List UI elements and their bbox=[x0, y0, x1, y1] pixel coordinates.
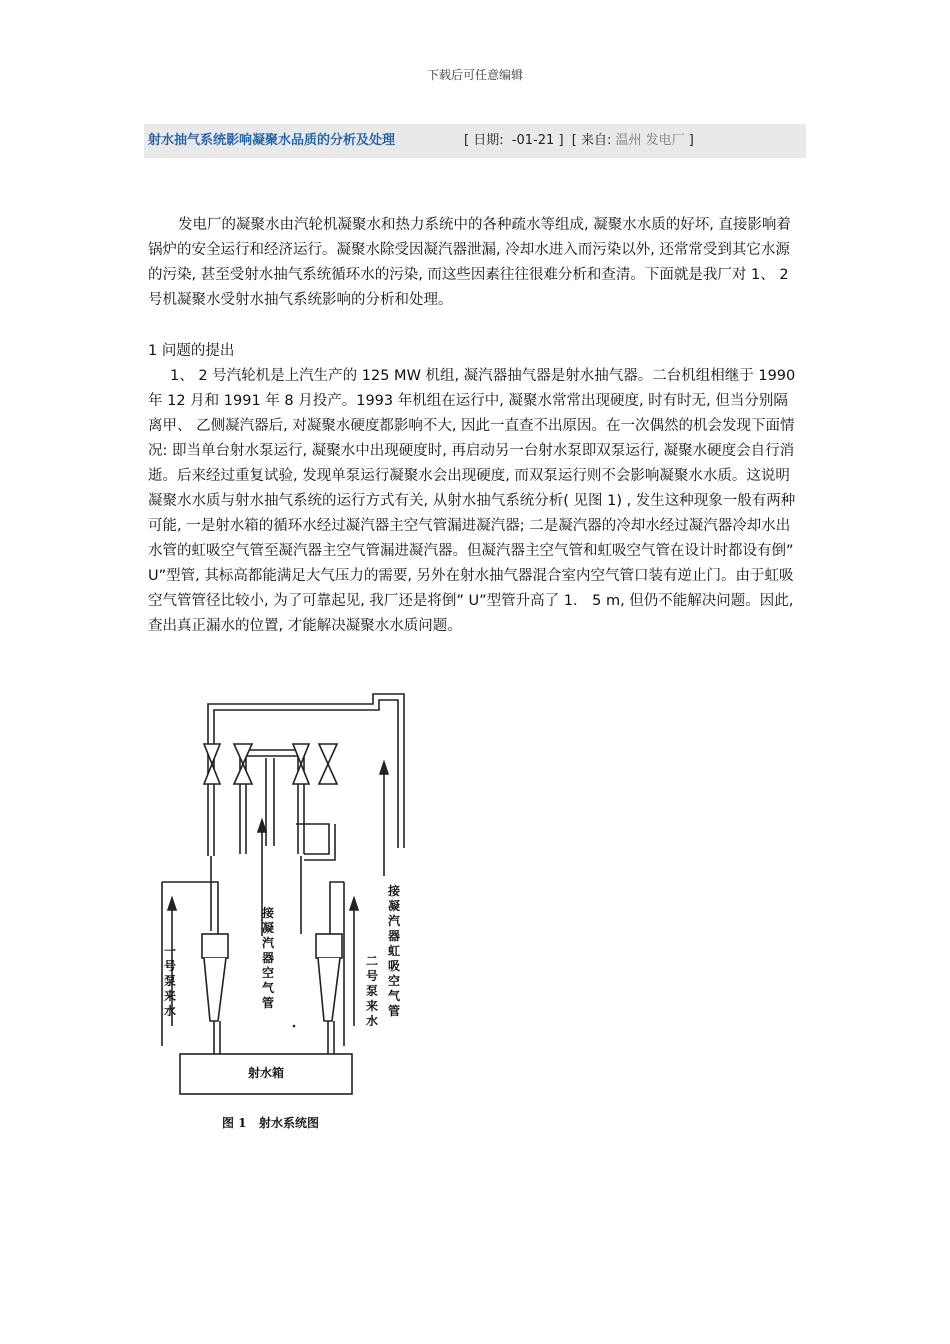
meta-suffix: ] bbox=[684, 133, 694, 148]
article-meta bbox=[464, 124, 694, 158]
label-pump-1: 一号泵来水 bbox=[164, 944, 177, 1018]
header-note: 下载后可任意编辑 bbox=[426, 68, 523, 82]
label-air-pipe: 接凝汽器空气管 bbox=[262, 906, 275, 1010]
label-siphon-pipe: 接凝汽器虹吸空气管 bbox=[388, 884, 401, 1018]
label-pump-2: 二号泵来水 bbox=[366, 954, 379, 1028]
problem-paragraph: 1、 2 号汽轮机是上汽生产的 125 MW 机组, 凝汽器抽气器是射水抽气器。二台机组相继于 1990 年 12 月和 1991 年 8 月投产。1993 年机组在运行中, 凝聚水常常出现硬度, 时有时无, 但当分别隔离甲、 乙侧凝汽器后, 对凝聚水硬度都影响不大, 因此一直查不出原因。在一次偶然的机会发现下面情况: 即当单台射水泵运行, 凝聚水中出现硬度时, 再启动另一台射水泵即双泵运行, 凝聚水硬度会自行消逝。后来经过重复试验, 发现单泵运行凝聚水会出现硬度, 而双泵运行则不会影响凝聚水水质。这说明凝聚水水质与射水抽气系统的运行方式有关, 从射水抽气系统分析( 见图 1) , 发生这种现象一般有两种可能, 一是射水箱的循环水经过凝汽器主空气管漏进凝汽器; 二是凝汽器的冷却水经过凝汽器冷却水出水管的虹吸空气管至凝汽器主空气管漏进凝汽器。但凝汽器主空气管和虹吸空气管在设计时都设有倒” U”型管, 其标高都能满足大气压力的需要, 另外在射水抽气器混合室内空气管口装有逆止门。由于虹吸空气管管径比较小, 为了可靠起见, 我厂还是将倒” U”型管升高了 1． 5 m, 但仍不能解决问题。因此, 查出真正漏水的位置, 才能解决凝聚水水质问题。 bbox=[148, 368, 796, 634]
valve-connector bbox=[296, 824, 335, 860]
source-link[interactable]: 温州 发电厂 bbox=[615, 133, 685, 148]
article-title-bar bbox=[144, 124, 806, 158]
figure-jet-water-system bbox=[158, 686, 418, 1146]
intro-paragraph: 发电厂的凝聚水由汽轮机凝聚水和热力系统中的各种疏水等组成, 凝聚水水质的好坏, 直接影响着锅炉的安全运行和经济运行。凝聚水除受因凝汽器泄漏, 冷却水进入而污染以外, 还常常受到其它水源的污染, 甚至受射水抽气系统循环水的污染, 而这些因素往往很难分析和查清。下面就是我厂对 1、 2 号机凝聚水受射水抽气系统影响的分析和处理。 bbox=[148, 217, 791, 308]
article-title[interactable]: 射水抽气系统影响凝聚水品质的分析及处理 bbox=[148, 133, 396, 148]
flow-arrows bbox=[168, 762, 388, 1026]
date-text: [ 日期: -01-21 ] [ 来自: bbox=[464, 133, 616, 148]
figure-caption: 图 1 射水系统图 bbox=[222, 1116, 320, 1130]
label-tank: 射水箱 bbox=[247, 1066, 284, 1080]
right-ejector bbox=[301, 856, 344, 1054]
inner-pipe bbox=[240, 750, 304, 854]
section-heading: 1 问题的提出 bbox=[148, 343, 235, 359]
